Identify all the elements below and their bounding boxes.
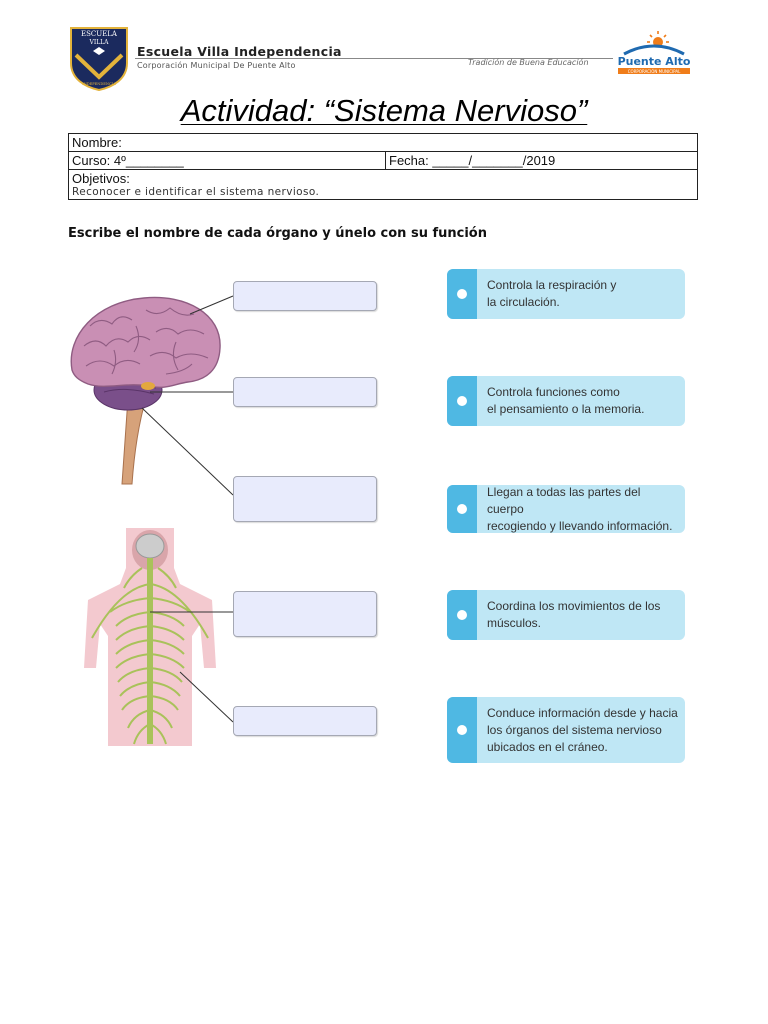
- bullet-dot-icon: [457, 504, 467, 514]
- nombre-label: Nombre:: [72, 135, 122, 150]
- objetivos-text: Reconocer e identificar el sistema nervioso.: [72, 186, 320, 198]
- header-motto: Tradición de Buena Educación: [468, 58, 589, 67]
- function-card-marker: [447, 376, 477, 426]
- seal-text-top: ESCUELA: [81, 30, 117, 38]
- brain-illustration: [66, 286, 246, 486]
- body-nervous-system-illustration: [80, 528, 220, 746]
- function-line: Conduce información desde y hacia: [487, 705, 678, 720]
- info-table: [68, 133, 698, 200]
- function-card-marker: [447, 485, 477, 533]
- function-line: los órganos del sistema nervioso: [487, 722, 662, 737]
- function-text: [477, 596, 666, 634]
- seal-text-bottom: INDEPENDENCIA: [82, 82, 116, 86]
- function-line: Controla la respiración y: [487, 278, 617, 292]
- function-line: la circulación.: [487, 295, 560, 309]
- fecha-label: Fecha: _____/_______/2019: [389, 153, 556, 168]
- function-line: recogiendo y llevando información.: [487, 518, 673, 533]
- logo-text: Puente Alto: [617, 55, 691, 68]
- function-card-2[interactable]: [447, 376, 685, 426]
- school-corporation: Corporación Municipal De Puente Alto: [137, 61, 296, 70]
- answer-box-5[interactable]: [233, 706, 377, 736]
- function-text: [477, 482, 685, 537]
- nombre-field[interactable]: [69, 134, 698, 152]
- seal-text-mid: VILLA: [89, 39, 109, 46]
- function-line: el pensamiento o la memoria.: [487, 402, 645, 416]
- curso-label: Curso: 4º________: [72, 153, 184, 168]
- page-title: Actividad: “Sistema Nervioso”: [180, 93, 588, 128]
- bullet-dot-icon: [457, 725, 467, 735]
- function-text: [477, 275, 622, 313]
- school-seal-icon: [68, 25, 130, 91]
- curso-field[interactable]: [69, 152, 386, 170]
- answer-box-4[interactable]: [233, 591, 377, 637]
- function-line: ubicados en el cráneo.: [487, 739, 608, 754]
- bullet-dot-icon: [457, 610, 467, 620]
- school-name: Escuela Villa Independencia: [137, 44, 342, 59]
- logo-subtext: CORPORACIÓN MUNICIPAL: [627, 69, 681, 74]
- function-card-1[interactable]: [447, 269, 685, 319]
- bullet-dot-icon: [457, 396, 467, 406]
- objetivos-label: Objetivos:: [72, 171, 130, 186]
- answer-box-3[interactable]: [233, 476, 377, 522]
- function-line: Controla funciones como: [487, 385, 620, 399]
- function-card-marker: [447, 590, 477, 640]
- answer-box-1[interactable]: [233, 281, 377, 311]
- function-line: Llegan a todas las partes del cuerpo: [487, 484, 641, 516]
- bullet-dot-icon: [457, 289, 467, 299]
- instruction-text: Escribe el nombre de cada órgano y únelo con su función: [68, 226, 487, 241]
- function-line: músculos.: [487, 616, 542, 630]
- fecha-field[interactable]: [386, 152, 698, 170]
- function-card-marker: [447, 269, 477, 319]
- objetivos-cell: [69, 170, 698, 200]
- answer-box-2[interactable]: [233, 377, 377, 407]
- function-card-5[interactable]: [447, 697, 685, 763]
- function-card-marker: [447, 697, 477, 763]
- function-card-3[interactable]: [447, 485, 685, 533]
- function-text: [477, 382, 650, 420]
- function-card-4[interactable]: [447, 590, 685, 640]
- function-text: [477, 703, 684, 758]
- function-line: Coordina los movimientos de los: [487, 599, 661, 613]
- puente-alto-logo-icon: [614, 28, 694, 84]
